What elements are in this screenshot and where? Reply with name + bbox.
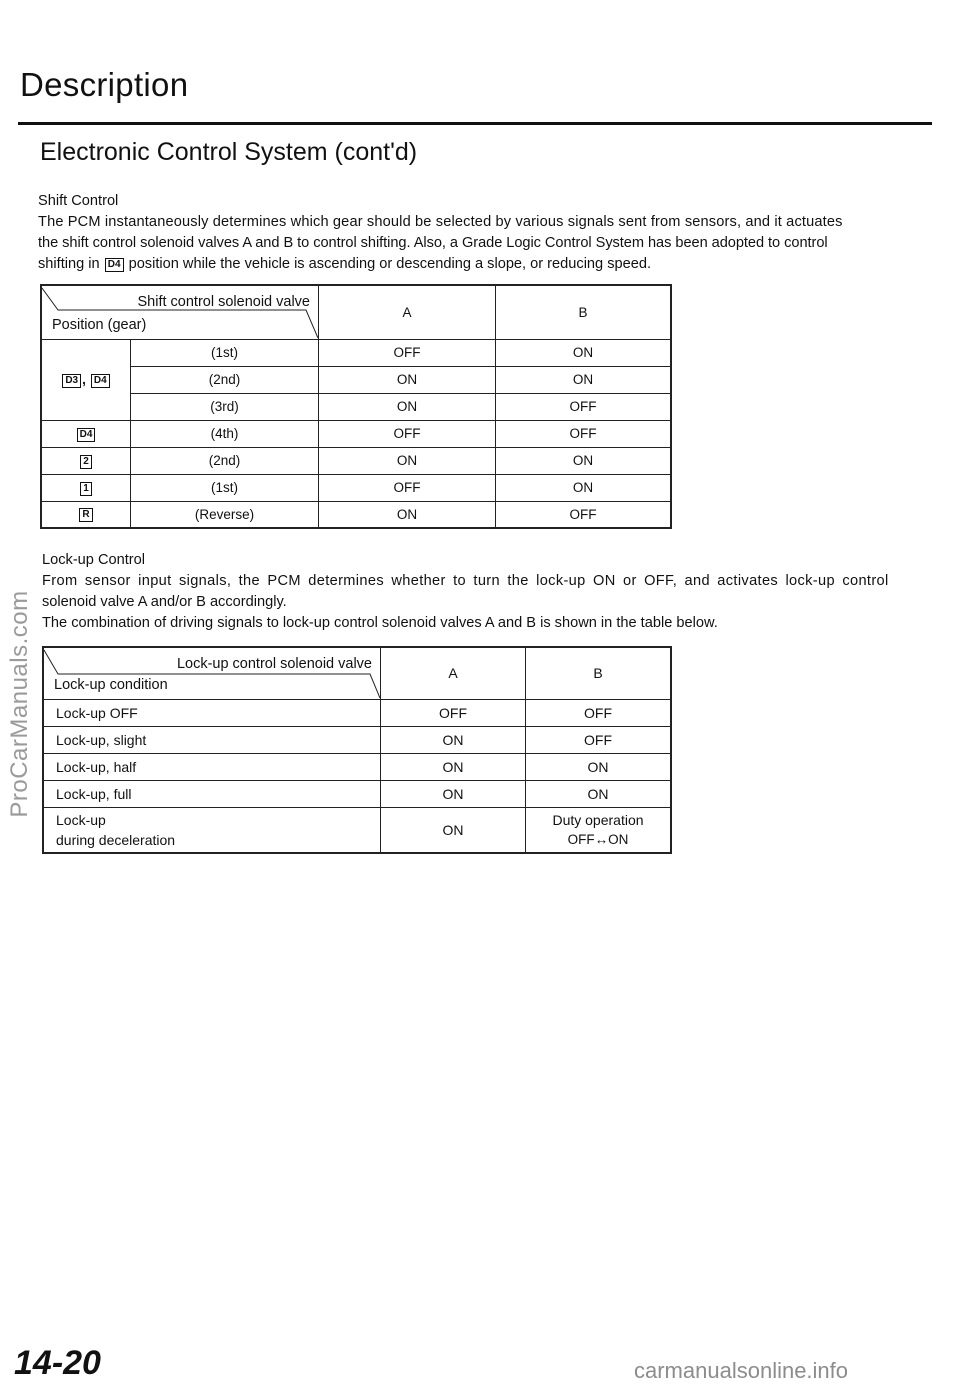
shift-row-a: ON — [319, 393, 496, 420]
footer-site: carmanualsonline.info — [634, 1358, 849, 1383]
shift-control-line-3-pre: shifting in — [38, 256, 100, 272]
shift-row-a: OFF — [319, 474, 496, 501]
shift-row-a: ON — [319, 447, 496, 474]
shift-corner-top-label: Shift control solenoid valve — [137, 294, 310, 310]
shift-row-sub: (4th) — [131, 420, 319, 447]
double-arrow-icon: ↔ — [594, 831, 609, 847]
shift-row-gear — [41, 447, 131, 474]
lockup-row-a: ON — [381, 726, 526, 753]
shift-control-line-3-post: position while the vehicle is ascending or descending a slope, or reducing speed. — [128, 256, 652, 272]
lockup-control-line-3: The combination of driving signals to lock-up control solenoid valves A and B is shown in the table below. — [42, 615, 718, 631]
lockup-last-cond-2: during deceleration — [56, 831, 176, 848]
shift-control-line-1: The PCM instantaneously determines which gear should be selected by various signals sent from sensors, and it actuates — [38, 214, 843, 230]
shift-row-gear — [41, 474, 131, 501]
shift-control-heading: Shift Control — [38, 193, 119, 209]
lockup-col-a-header: A — [381, 647, 526, 699]
shift-row-gear — [41, 420, 131, 447]
lockup-row-a: OFF — [381, 699, 526, 726]
shift-row-b: ON — [496, 339, 672, 366]
shift-row-sub: (Reverse) — [131, 501, 319, 528]
shift-row-a: ON — [319, 501, 496, 528]
shift-control-line-2: the shift control solenoid valves A and B to control shifting. Also, a Grade Logic Control System has been adopted to control — [38, 235, 828, 251]
lockup-row-cond: Lock-up OFF — [43, 699, 381, 726]
shift-row-sub: (1st) — [131, 339, 319, 366]
title-rule — [18, 122, 932, 125]
lockup-control-heading: Lock-up Control — [42, 552, 146, 568]
lockup-row-b: OFF — [526, 726, 672, 753]
shift-row-a: OFF — [319, 339, 496, 366]
duty-operation-range — [526, 830, 670, 849]
lockup-row-a: ON — [381, 807, 526, 853]
lockup-row-a: ON — [381, 780, 526, 807]
shift-row-gear — [41, 501, 131, 528]
shift-row-sub: (3rd) — [131, 393, 319, 420]
shift-col-b-header: B — [496, 285, 672, 339]
section-subtitle: Electronic Control System (cont'd) — [40, 138, 418, 166]
d4-gear-icon: D4 — [91, 374, 110, 388]
shift-row-sub: (1st) — [131, 474, 319, 501]
lockup-corner-bottom-label: Lock-up condition — [54, 676, 168, 693]
lockup-table-corner — [43, 647, 381, 699]
d4-gear-icon: D4 — [105, 258, 124, 272]
lockup-control-paragraph — [42, 550, 914, 634]
lockup-row-b — [526, 807, 672, 853]
lockup-row-b: ON — [526, 753, 672, 780]
duty-operation-label: Duty operation — [552, 811, 644, 828]
lockup-row-cond: Lock-up, full — [43, 780, 381, 807]
page-title: Description — [20, 66, 189, 103]
duty-off: OFF — [567, 831, 595, 847]
lockup-solenoid-table — [42, 646, 672, 854]
lockup-row-cond — [43, 807, 381, 853]
shift-row-b: ON — [496, 474, 672, 501]
d3-d4-group-cell — [41, 339, 131, 420]
shift-row-b: OFF — [496, 501, 672, 528]
lockup-col-b-header: B — [526, 647, 672, 699]
shift-row-a: OFF — [319, 420, 496, 447]
shift-solenoid-table — [40, 284, 672, 529]
shift-table-corner — [41, 285, 319, 339]
page-number: 14-20 — [14, 1344, 101, 1382]
shift-corner-bottom-label: Position (gear) — [52, 316, 147, 333]
d3-gear-icon: D3 — [62, 374, 81, 388]
lockup-last-cond-1: Lock-up — [56, 811, 106, 828]
shift-control-paragraph — [38, 191, 934, 275]
shift-row-sub: (2nd) — [131, 447, 319, 474]
shift-col-a-header: A — [319, 285, 496, 339]
lockup-row-b: ON — [526, 780, 672, 807]
shift-row-b: OFF — [496, 420, 672, 447]
lockup-row-cond: Lock-up, half — [43, 753, 381, 780]
lockup-control-line-1: From sensor input signals, the PCM determines whether to turn the lock-up ON or OFF, and activates lock-up control — [42, 573, 889, 589]
duty-on: ON — [608, 831, 629, 847]
shift-row-b: OFF — [496, 393, 672, 420]
gear-r-icon: R — [79, 508, 92, 522]
lockup-corner-top-label: Lock-up control solenoid valve — [176, 656, 372, 672]
shift-control-line-3 — [38, 254, 934, 275]
shift-row-sub: (2nd) — [131, 366, 319, 393]
lockup-row-a: ON — [381, 753, 526, 780]
shift-row-b: ON — [496, 366, 672, 393]
gear-2-icon: 2 — [80, 455, 92, 469]
shift-row-a: ON — [319, 366, 496, 393]
d4-gear-icon: D4 — [77, 428, 96, 442]
shift-row-b: ON — [496, 447, 672, 474]
lockup-control-line-2: solenoid valve A and/or B accordingly. — [42, 594, 287, 610]
gear-1-icon: 1 — [80, 482, 92, 496]
lockup-row-b: OFF — [526, 699, 672, 726]
watermark: ProCarManuals.com — [6, 590, 33, 818]
group-comma: , — [82, 371, 86, 387]
lockup-row-cond: Lock-up, slight — [43, 726, 381, 753]
